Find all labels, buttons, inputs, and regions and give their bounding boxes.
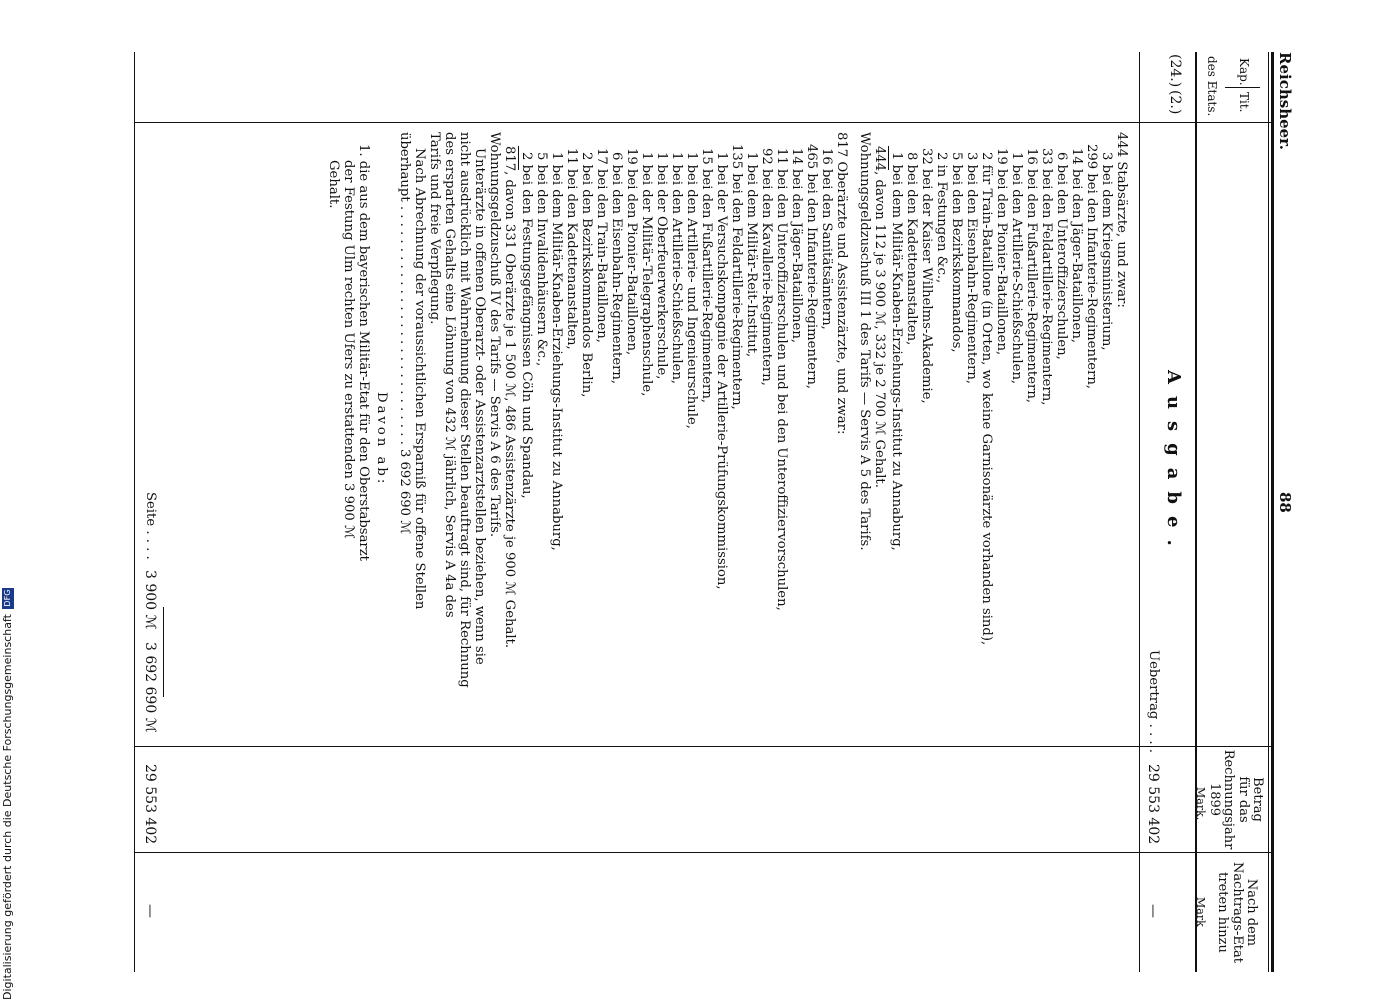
uebertrag-label: Uebertrag . . . . [1146,650,1161,753]
col-divider-text [135,746,1272,747]
text-line: 15 bei den Fußartillerie-Regimentern, [699,148,714,404]
text-line: 444, davon 112 je 3 900 ℳ, 332 je 2 700 ℳ Gehalt. [872,146,887,488]
uebertrag-nachtrag: — [1145,904,1161,918]
text-line: 19 bei den Pionier-Bataillonen, [994,148,1009,356]
text-line: 465 bei den Infanterie-Regimentern, [804,144,819,390]
entry-kap: (24.) [1167,54,1183,88]
text-line: Tarifs und freie Verpflegung. [427,132,442,325]
text-line: 1 bei der Militär-Telegraphenschule, [639,152,654,397]
text-line: 1 bei dem Militär-Knaben-Erziehungs-Institut zu Annaburg, [889,152,904,551]
seite-betrag: 29 553 402 [142,764,158,845]
text-line: 16 bei den Sanitätsämtern, [819,148,834,330]
text-line: 1 bei dem Militär-Knaben-Erziehungs-Institut zu Annaburg, [549,152,564,551]
text-line: 1 bei der Oberfeuerwerkerschule, [654,152,669,380]
text-line: 299 bei den Infanterie-Regimentern, [1084,144,1099,390]
seite-value-a: 3 900 ℳ [142,570,158,630]
text-line: 3 bei den Eisenbahn-Regimentern, [964,152,979,385]
text-line: 6 bei den Unteroffizierschulen, [1054,152,1069,360]
text-line: 19 bei den Pionier-Bataillonen, [624,148,639,356]
running-title: Reichsheer. [1276,52,1294,150]
digitization-footer [0,0,16,1000]
digitization-note: Digitalisierung gefördert durch die Deutsche Forschungsgemeinschaft [1,614,14,1000]
section-title: Ausgabe. [1163,370,1184,558]
dfg-logo: DFG [3,589,12,607]
text-line: 32 bei der Kaiser Wilhelms-Akademie, [919,148,934,404]
seite-label: Seite . . . . [143,492,158,560]
text-line: der Festung Ulm rechten Ufers zu erstattenden 3 900 ℳ [341,160,356,540]
text-line: 5 bei den Bezirkskommandos, [949,152,964,353]
header-bottom-rule [1195,52,1197,972]
text-line: 14 bei den Jäger-Bataillonen, [789,148,804,344]
text-line: 817 Oberärzte und Assistenzärzte, und zwar: [834,132,849,435]
text-line: 817, davon 331 Oberärzte je 1 500 ℳ, 486 Assistenzärzte je 900 ℳ Gehalt. [502,146,517,649]
text-line: 17 bei den Train-Bataillonen, [594,148,609,343]
text-line: 14 bei den Jäger-Bataillonen, [1069,148,1084,344]
document-page [70,52,1300,972]
col-divider-betrag [135,852,1272,853]
text-line: nicht ausdrücklich mit Wahrnehmung dieser Stellen beauftragt sind, für Rechnung [457,132,472,688]
seite-nachtrag: — [142,904,158,918]
text-line: Wohnungsgeldzuschuß IV des Tarifs — Servis A 6 des Tarifs. [487,132,502,538]
col-header-betrag: Betrag für das Rechnungsjahr 1899 [1207,749,1265,850]
text-line: 8 bei den Kadettenanstalten, [904,152,919,346]
col-divider-kap [135,122,1272,123]
sum-rule [518,146,519,170]
col-header-kap: Kap. [1237,58,1251,86]
text-line: 1 bei den Artillerie- und Ingenieurschule, [684,152,699,429]
text-line: 11 bei den Kadettenanstalten, [564,148,579,350]
entry-rule [1139,52,1140,972]
col-header-tit: Tit. [1237,92,1251,113]
text-line: 1 bei den Artillerie-Schießschulen, [1009,152,1024,385]
text-line: überhaupt . . . . . . . . . . . . . . . . . . . . . . . . . . . . . 3 692 690 ℳ [397,132,412,535]
col-header-nachtrag: Nach dem Nachtrags-Etat treten hinzu [1215,861,1259,964]
page-number: 88 [1276,492,1294,513]
text-line: Gehalt. [326,160,341,209]
text-line: 1 bei den Artillerie-Schießschulen, [669,152,684,385]
bottom-rule [134,52,135,972]
sum-rule [888,146,889,170]
text-line: Unterärzte in offenen Oberarzt- oder Assistenzarztstellen beziehen, wenn sie [472,148,487,665]
seite-rule [163,607,164,697]
text-line: 92 bei den Kavallerie-Regimentern, [759,148,774,386]
text-line: 2 für Train-Bataillone (in Orten, wo keine Garnisonärzte vorhanden sind), [979,152,994,646]
top-rule-thin [1268,52,1269,972]
text-line: 3 bei dem Kriegsministerium, [1099,152,1114,351]
col-divider-kap-tit [1225,87,1260,88]
text-line: 16 bei den Fußartillerie-Regimentern, [1024,148,1039,404]
text-line: 5 bei den Invalidenhäusern &c., [534,152,549,367]
text-line: 11 bei den Unteroffizierschulen und bei den Unteroffiziervorschulen, [774,148,789,611]
top-rule [1271,52,1274,972]
text-line: Nach Abrechnung der voraussichtlichen Ersparniß für offene Stellen [412,148,427,610]
col-header-des-etats: des Etats. [1205,56,1219,117]
text-line: 6 bei den Eisenbahn-Regimentern, [609,152,624,385]
text-line: 1. die aus dem bayerischen Militär-Etat für den Oberstabsarzt [356,144,371,561]
col-unit-betrag: Mark. [1194,787,1207,821]
text-line: Wohnungsgeldzuschuß III 1 des Tarifs — Servis A 5 des Tarifs. [857,132,872,551]
uebertrag-betrag: 29 553 402 [1145,764,1161,845]
text-line: 2 bei den Bezirkskommandos Berlin, [579,152,594,398]
text-line: 2 in Festungen &c., [934,152,949,284]
entry-tit: (2.) [1167,90,1183,115]
text-line: Davon ab: [374,392,389,487]
seite-value-b: 3 692 690 ℳ [142,642,158,733]
text-line: 33 bei den Feldartillerie-Regimentern, [1039,148,1054,406]
text-line: des ersparten Gehalts eine Löhnung von 432 ℳ jährlich, Servis A 4a des [442,132,457,618]
text-line: 1 bei der Versuchskompagnie der Artillerie-Prüfungskommission, [714,152,729,590]
col-unit-nachtrag: Mark [1194,897,1207,927]
text-line: 135 bei den Feldartillerie-Regimentern, [729,144,744,410]
text-line: 2 bei den Festungsgefängnissen Cöln und Spandau, [519,152,534,499]
text-line: 444 Stabsärzte, und zwar: [1114,132,1129,308]
text-line: 1 bei dem Militär-Reit-Institut, [744,152,759,358]
